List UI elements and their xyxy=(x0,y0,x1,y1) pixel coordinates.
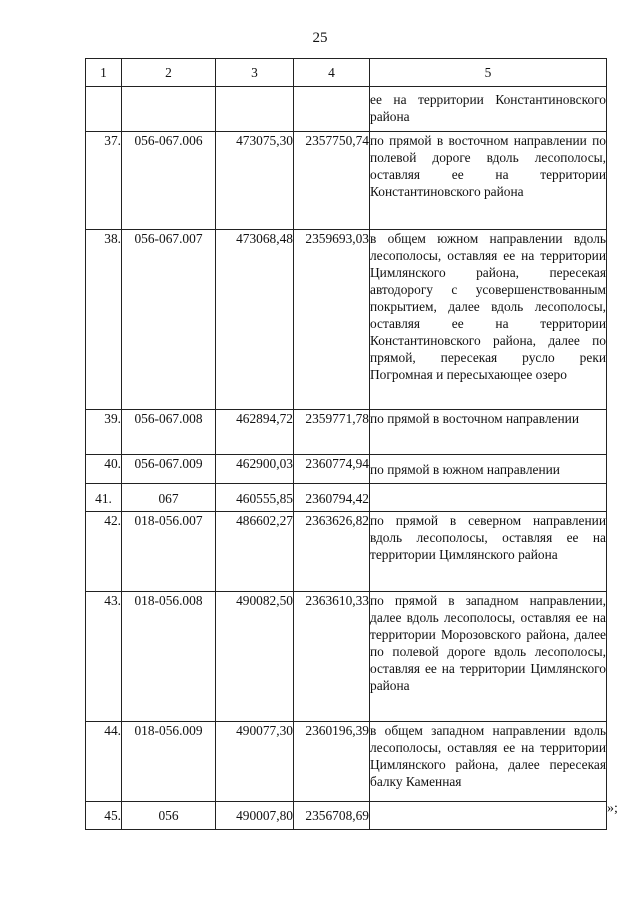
table-row xyxy=(86,592,607,722)
table-row xyxy=(86,722,607,802)
header-col-3: 3 xyxy=(216,59,294,87)
row-number: 45. xyxy=(86,802,122,830)
point-code: 056-067.008 xyxy=(122,410,216,455)
table-row xyxy=(86,132,607,230)
row-description: по прямой в восточном направлении по полевой дороге вдоль лесополосы, оставляя ее на территории Константиновского района xyxy=(370,132,607,230)
coord-y: 2363626,82 xyxy=(294,512,370,592)
point-code: 056-067.007 xyxy=(122,230,216,410)
row-description: по прямой в восточном направлении xyxy=(370,410,607,455)
coord-x: 460555,85 xyxy=(216,484,294,512)
coord-y: 2357750,74 xyxy=(294,132,370,230)
point-code: 018-056.008 xyxy=(122,592,216,722)
table-row xyxy=(86,484,607,512)
point-code: 018-056.009 xyxy=(122,722,216,802)
table-row xyxy=(86,230,607,410)
continuation-description: ее на территории Константиновского района xyxy=(370,87,607,132)
coord-y: 2363610,33 xyxy=(294,592,370,722)
coord-x: 490077,30 xyxy=(216,722,294,802)
boundary-table xyxy=(85,58,607,830)
row-number: 42. xyxy=(86,512,122,592)
page-number: 25 xyxy=(312,30,328,46)
point-code: 018-056.007 xyxy=(122,512,216,592)
coord-x: 473068,48 xyxy=(216,230,294,410)
point-code: 067 xyxy=(122,484,216,512)
row-description: по прямой в южном направлении xyxy=(370,455,607,484)
row-number: 40. xyxy=(86,455,122,484)
coord-x: 462894,72 xyxy=(216,410,294,455)
header-col-5: 5 xyxy=(370,59,607,87)
row-description xyxy=(370,802,607,830)
coord-y: 2359771,78 xyxy=(294,410,370,455)
point-code: 056-067.009 xyxy=(122,455,216,484)
coord-y: 2359693,03 xyxy=(294,230,370,410)
coord-y: 2360774,94 xyxy=(294,455,370,484)
coord-x: 486602,27 xyxy=(216,512,294,592)
row-description: в общем южном направлении вдоль лесополосы, оставляя ее на территории Цимлянского района, пересекая автодорогу с усовершенствованным покрытием, далее вдоль лесополосы, оставляя ее на территории Константиновского района, далее по прямой, пересекая русло реки Погромная и пересыхающее озеро xyxy=(370,230,607,410)
row-description: по прямой в северном направлении вдоль лесополосы, оставляя ее на территории Цимлянского района xyxy=(370,512,607,592)
header-col-4: 4 xyxy=(294,59,370,87)
point-code: 056 xyxy=(122,802,216,830)
coord-x: 462900,03 xyxy=(216,455,294,484)
row-number: 39. xyxy=(86,410,122,455)
coord-y: 2356708,69 xyxy=(294,802,370,830)
row-description: в общем западном направлении вдоль лесополосы, оставляя ее на территории Цимлянского района, далее пересекая балку Каменная xyxy=(370,722,607,802)
row-description: по прямой в западном направлении, далее вдоль лесополосы, оставляя ее на территории Морозовского района, далее по полевой дороге вдоль лесополосы, оставляя ее на территории Цимлянского района xyxy=(370,592,607,722)
closing-quote: »; xyxy=(607,801,618,816)
row-number: 38. xyxy=(86,230,122,410)
table-row xyxy=(86,455,607,484)
row-description xyxy=(370,484,607,512)
table-row xyxy=(86,802,607,830)
header-col-1: 1 xyxy=(86,59,122,87)
coord-y: 2360794,42 xyxy=(294,484,370,512)
coord-x: 490007,80 xyxy=(216,802,294,830)
coord-x: 490082,50 xyxy=(216,592,294,722)
row-number: 43. xyxy=(86,592,122,722)
row-number: 44. xyxy=(86,722,122,802)
row-number: 37. xyxy=(86,132,122,230)
coord-x: 473075,30 xyxy=(216,132,294,230)
table-row xyxy=(86,410,607,455)
row-number: 41. xyxy=(86,484,122,512)
table-row xyxy=(86,87,607,132)
point-code: 056-067.006 xyxy=(122,132,216,230)
header-col-2: 2 xyxy=(122,59,216,87)
coord-y: 2360196,39 xyxy=(294,722,370,802)
table-header-row xyxy=(86,59,607,87)
table-row xyxy=(86,512,607,592)
